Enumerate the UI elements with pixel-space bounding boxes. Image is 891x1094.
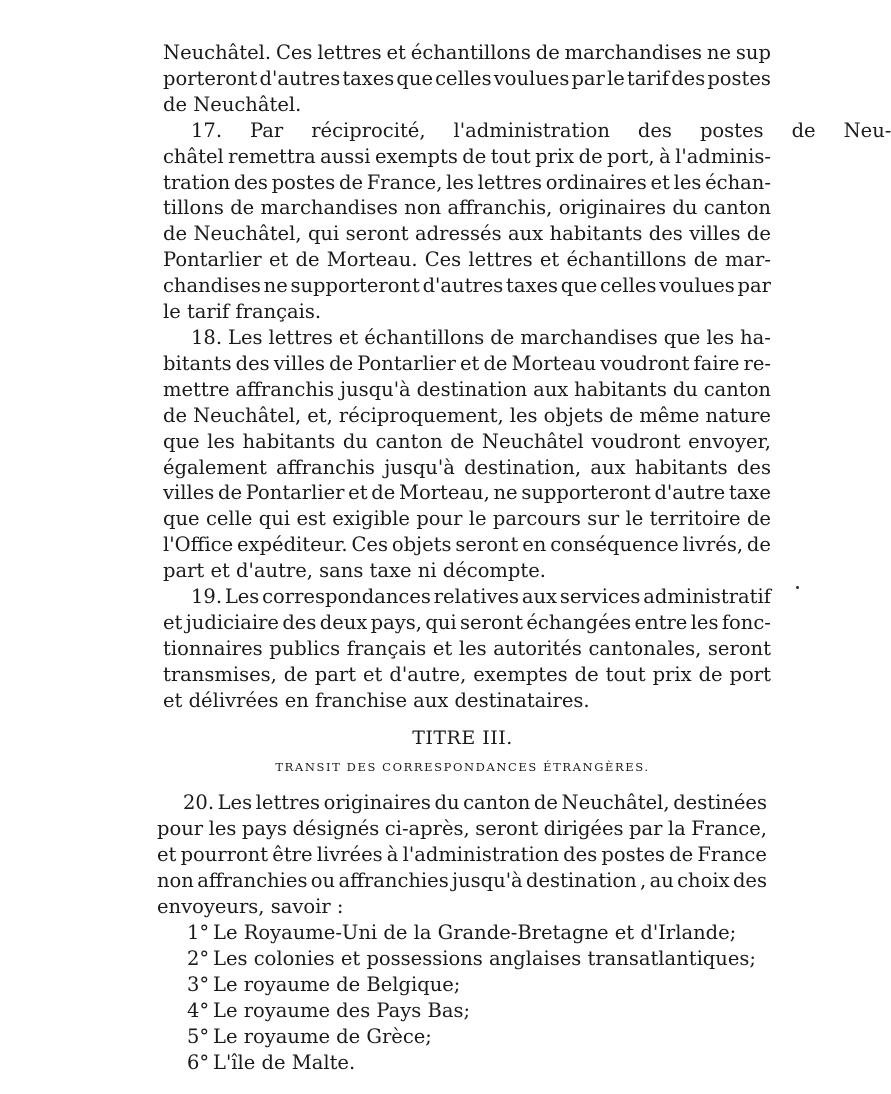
list-item — [187, 1024, 756, 1050]
section-title: TITRE III. — [412, 727, 513, 749]
text-line: 18. Les lettres et échantillons de marchandises que les ha- — [191, 325, 771, 349]
list-text: Les colonies et possessions anglaises transatlantiques; — [213, 946, 756, 970]
section-subtitle: TRANSIT DES CORRESPONDANCES ÉTRANGÈRES. — [275, 760, 650, 774]
text-line: tillons de marchandises non affranchis, originaires du canton — [163, 196, 771, 220]
text-line: que celle qui est exigible pour le parcours sur le territoire de — [163, 507, 771, 531]
list-number: 1° — [187, 921, 210, 944]
text-line: transmises, de part et d'autre, exemptes de tout prix de port — [163, 662, 771, 686]
text-line: le tarif français. — [163, 300, 322, 324]
text-line: villes de Pontarlier et de Morteau, ne supporteront d'autre taxe — [163, 481, 771, 505]
list-text: Le royaume de Belgique; — [213, 972, 461, 996]
text-line: envoyeurs, savoir : — [157, 894, 344, 918]
paragraph-article-17 — [163, 118, 891, 144]
text-line: pour les pays désignés ci-après, seront dirigées par la France, — [157, 816, 767, 840]
upper-text-block — [163, 40, 891, 714]
list-text: Le royaume des Pays Bas; — [213, 998, 471, 1022]
text-line: bitants des villes de Pontarlier et de Morteau voudront faire re- — [163, 351, 771, 375]
text-line: châtel remettra aussi exempts de tout prix de port, à l'adminis- — [163, 144, 771, 168]
paragraph-article-17-body — [163, 144, 771, 325]
text-line: de Neuchâtel, qui seront adressés aux habitants des villes de — [163, 222, 771, 246]
paragraph-article-18 — [163, 325, 771, 584]
text-line: Pontarlier et de Morteau. Ces lettres et échantillons de mar- — [163, 248, 771, 272]
paragraph-article-20 — [157, 790, 767, 920]
text-line: également affranchis jusqu'à destination, aux habitants des — [163, 455, 771, 479]
text-line: non affranchies ou affranchies jusqu'à destination , au choix des — [157, 868, 767, 892]
text-line: de Neuchâtel, et, réciproquement, les objets de même nature — [163, 403, 771, 427]
country-list — [187, 920, 756, 1075]
list-number: 2° — [187, 946, 210, 970]
text-line: et délivrées en franchise aux destinataires. — [163, 688, 590, 712]
list-number: 6° — [187, 1050, 210, 1074]
list-text: Le royaume de Grèce; — [213, 1024, 432, 1048]
text-line: 20. Les lettres originaires du canton de Neuchâtel, destinées — [183, 791, 767, 814]
text-line: 19. Les correspondances relatives aux services administratif — [191, 585, 771, 609]
list-text: Le Royaume-Uni de la Grande-Bretagne et d'Irlande; — [213, 921, 737, 944]
text-line: et judiciaire des deux pays, qui seront échangées entre les fonc- — [163, 610, 771, 634]
text-line: porteront d'autres taxes que celles voulues par le tarif des postes — [163, 66, 771, 90]
text-line: mettre affranchis jusqu'à destination aux habitants du canton — [163, 377, 771, 401]
list-item — [187, 920, 756, 946]
list-item — [187, 1050, 756, 1076]
text-line: 17. Par réciprocité, l'administration des postes de Neu- — [191, 118, 891, 142]
list-item — [187, 998, 756, 1024]
list-number: 4° — [187, 998, 210, 1022]
text-line: tration des postes de France, les lettres ordinaires et les échan- — [163, 170, 771, 194]
ink-speck — [796, 586, 799, 589]
list-item — [187, 972, 756, 998]
text-line: de Neuchâtel. — [163, 92, 302, 116]
text-line: et pourront être livrées à l'administration des postes de France — [157, 842, 767, 866]
text-line: chandises ne supporteront d'autres taxes que celles voulues par — [163, 274, 771, 298]
text-line: l'Office expéditeur. Ces objets seront en conséquence livrés, de — [163, 533, 771, 557]
list-number: 5° — [187, 1024, 210, 1048]
text-line: que les habitants du canton de Neuchâtel voudront envoyer, — [163, 429, 771, 453]
paragraph-article-19 — [163, 584, 771, 714]
article-20-block — [157, 790, 767, 920]
list-item — [187, 946, 756, 972]
text-line: part et d'autre, sans taxe ni décompte. — [163, 559, 546, 583]
list-number: 3° — [187, 972, 210, 996]
text-line: Neuchâtel. Ces lettres et échantillons de marchandises ne sup — [163, 41, 771, 64]
paragraph-continuation — [163, 40, 771, 118]
list-text: L'île de Malte. — [213, 1050, 356, 1074]
text-line: tionnaires publics français et les autorités cantonales, seront — [163, 636, 771, 660]
